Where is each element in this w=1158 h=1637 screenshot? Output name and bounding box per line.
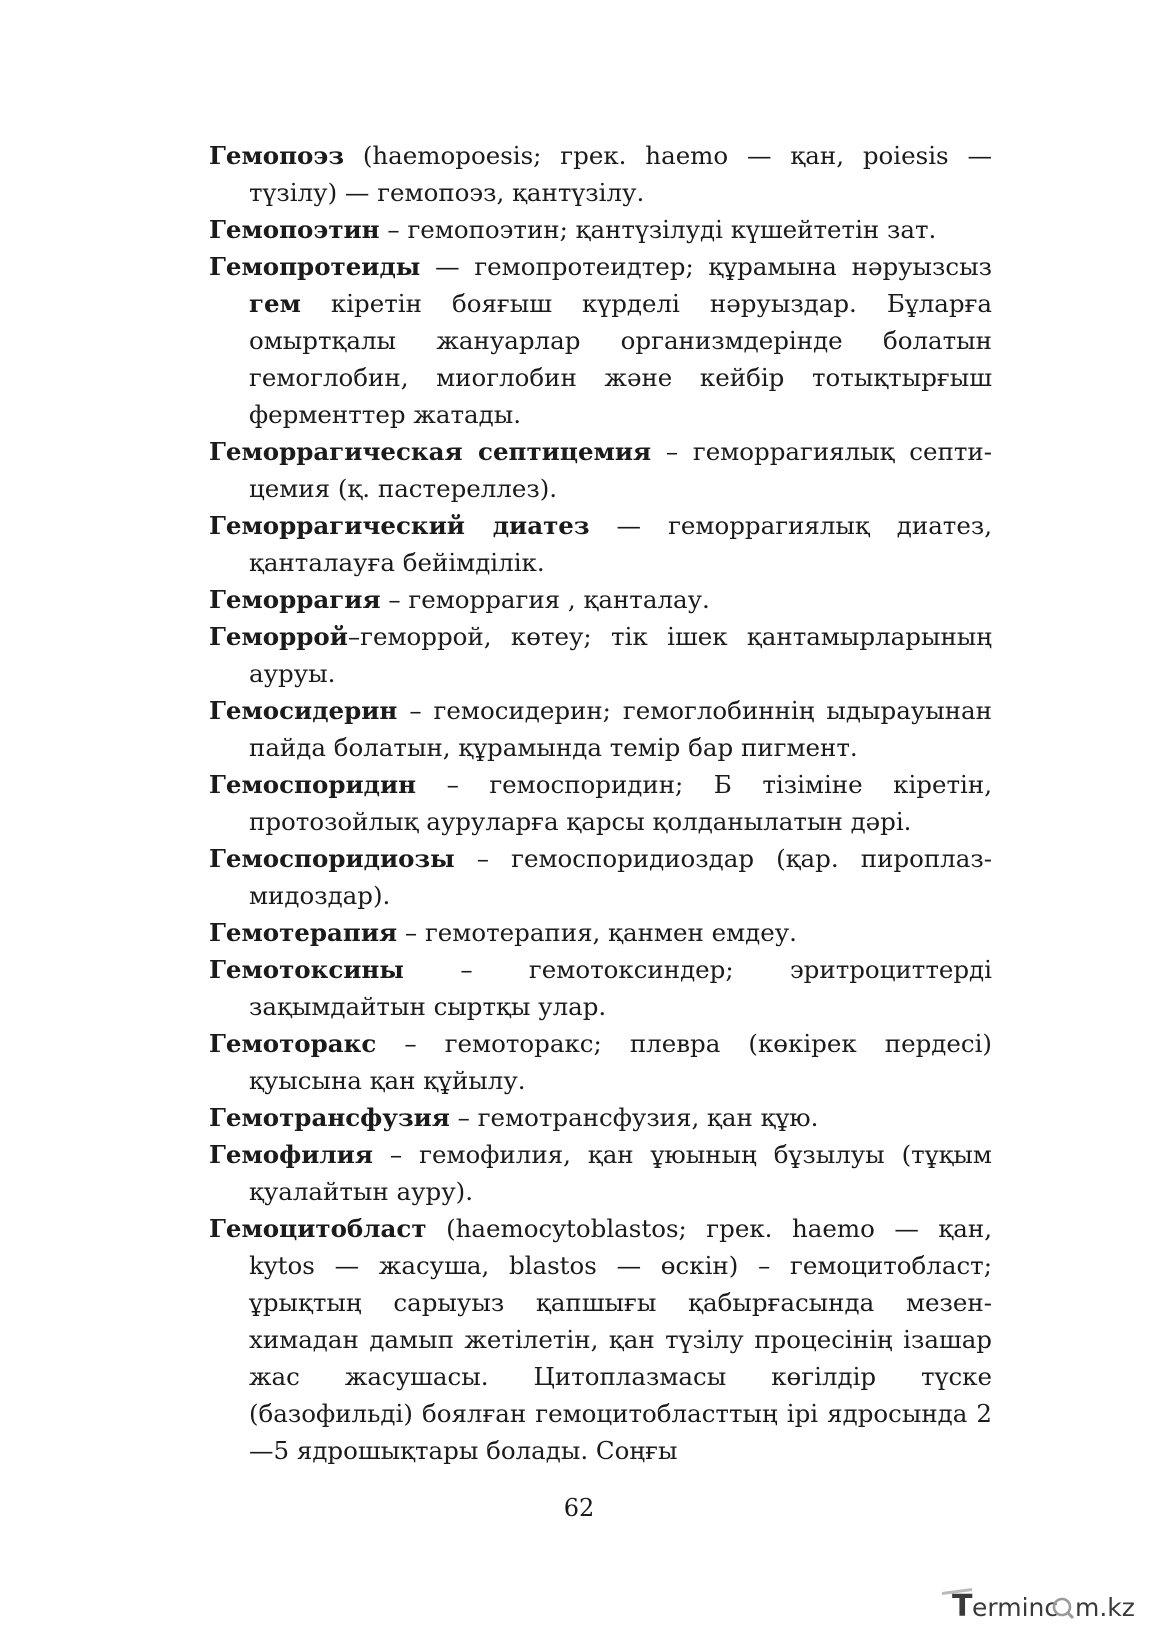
entry-term: Гемофилия (209, 1140, 373, 1169)
dictionary-entry (209, 137, 992, 211)
entry-term: Гемотоксины (209, 955, 404, 984)
entry-definition: – гемотоксиндер; эритроциттерді зақымдайтын сыртқы улар. (249, 955, 992, 1021)
entry-separator (373, 1140, 390, 1169)
entry-separator (404, 955, 460, 984)
entry-definition: – гемоспоридиоздар (қар. пироплазмидоздар). (249, 844, 992, 910)
entry-term: Гемопоэтин (209, 215, 380, 244)
termincom-watermark[interactable] (938, 1578, 1148, 1624)
entry-definition: (haemocytoblastos; грек. haemo — қан, kytos — жасуша, blastos — өскін) – гемоцитобласт; ұрықтың сарыуыз қапшығы қабырғасында мезенхимадан дамып жетілетін, қан түзілу процесінің ізашар жас жасушасы. Цитоплазмасы көгілдір түске (базофильді) боялған гемоцитобласттың ірі ядросында 2—5 ядрошықтары болады. Соңғы (249, 1214, 992, 1465)
watermark-domain: m.kz (1075, 1593, 1135, 1622)
page-number: 62 (563, 1494, 595, 1522)
watermark-word: erminc (972, 1593, 1059, 1622)
entry-separator (450, 1103, 458, 1132)
dictionary-entry (209, 433, 992, 507)
entry-term: Гемоспоридин (209, 770, 417, 799)
entry-term: Гемопоэз (209, 141, 344, 170)
definition-text: кіретін бояғыш күрделі нәруыздар. Бұларға омыртқалы жануарлар организмдерінде болатын гемоглобин, миоглобин және кейбір тотықтырғыш ферменттер жатады. (249, 289, 992, 429)
entry-definition: – геморрагия , қанталау. (388, 585, 710, 614)
entry-separator (455, 844, 477, 873)
entry-definition: – гемоторакс; плевра (көкірек пердесі) қуысына қан құйылу. (249, 1029, 992, 1095)
entry-separator (651, 437, 666, 466)
definition-text: — гемопротеидтер; құрамына нәруызсыз (435, 252, 992, 281)
dictionary-entry (209, 951, 992, 1025)
dictionary-entry (209, 1136, 992, 1210)
dictionary-entry (209, 840, 992, 914)
entry-definition: — геморрагиялық диатез, қанталауға бейімділік. (249, 511, 993, 577)
entry-term: Геморрагический диатез (209, 511, 590, 540)
dictionary-entry (209, 581, 992, 618)
entry-definition: – гемотерапия, қанмен емдеу. (404, 918, 797, 947)
dictionary-entry (209, 692, 992, 766)
entry-term: Геморрагия (209, 585, 381, 614)
dictionary-entry (209, 507, 992, 581)
dictionary-entry (209, 211, 992, 248)
dictionary-entry (209, 766, 992, 840)
entry-definition: – гемосидерин; гемоглобиннің ыдырауынан пайда болатын, құрамында темір бар пигмент. (249, 696, 992, 762)
entry-term: Гемоспоридиозы (209, 844, 455, 873)
entry-term: Гемосидерин (209, 696, 398, 725)
entry-separator (376, 1029, 404, 1058)
dictionary-entries (209, 137, 992, 1469)
dictionary-entry (209, 248, 992, 433)
entry-term: Гемотерапия (209, 918, 398, 947)
entry-definition: – гемофилия, қан ұюының бұзылуы (тұқым қуалайтын ауру). (249, 1140, 992, 1206)
entry-definition: – гемопоэтин; қантүзілуді күшейтетін зат. (387, 215, 937, 244)
entry-separator (427, 1214, 447, 1243)
dictionary-entry (209, 1210, 992, 1469)
dictionary-entry (209, 1025, 992, 1099)
dictionary-entry (209, 914, 992, 951)
entry-term: Гемоторакс (209, 1029, 377, 1058)
entry-term: Геморрой (209, 622, 348, 651)
entry-definition: – гемотрансфузия, қан құю. (457, 1103, 819, 1132)
entry-definition: – гемоспоридин; Б тізіміне кіретін, протозойлық ауруларға қарсы қолданылатын дәрі. (249, 770, 992, 836)
entry-term: Гемопротеиды (209, 252, 421, 281)
watermark-initial: T (952, 1589, 973, 1624)
definition-bold-term: гем (249, 289, 301, 318)
entry-term: Гемотрансфузия (209, 1103, 450, 1132)
entry-term: Гемоцитобласт (209, 1214, 427, 1243)
entry-separator (397, 918, 405, 947)
entry-separator (420, 252, 435, 281)
entry-term: Геморрагическая септицемия (209, 437, 652, 466)
entry-separator (416, 770, 447, 799)
entry-definition: – геморрагиялық септицемия (қ. пастереллез). (249, 437, 992, 503)
entry-separator (397, 696, 409, 725)
entry-definition: –геморрой, көтеу; тік ішек қантамырларының ауруы. (249, 622, 992, 688)
entry-separator (590, 511, 617, 540)
dictionary-entry (209, 1099, 992, 1136)
entry-separator (344, 141, 363, 170)
dictionary-entry (209, 618, 992, 692)
entry-definition: (haemopoesis; грек. haemo — қан, poiesis — түзілу) — гемопоэз, қантүзілу. (249, 141, 992, 207)
